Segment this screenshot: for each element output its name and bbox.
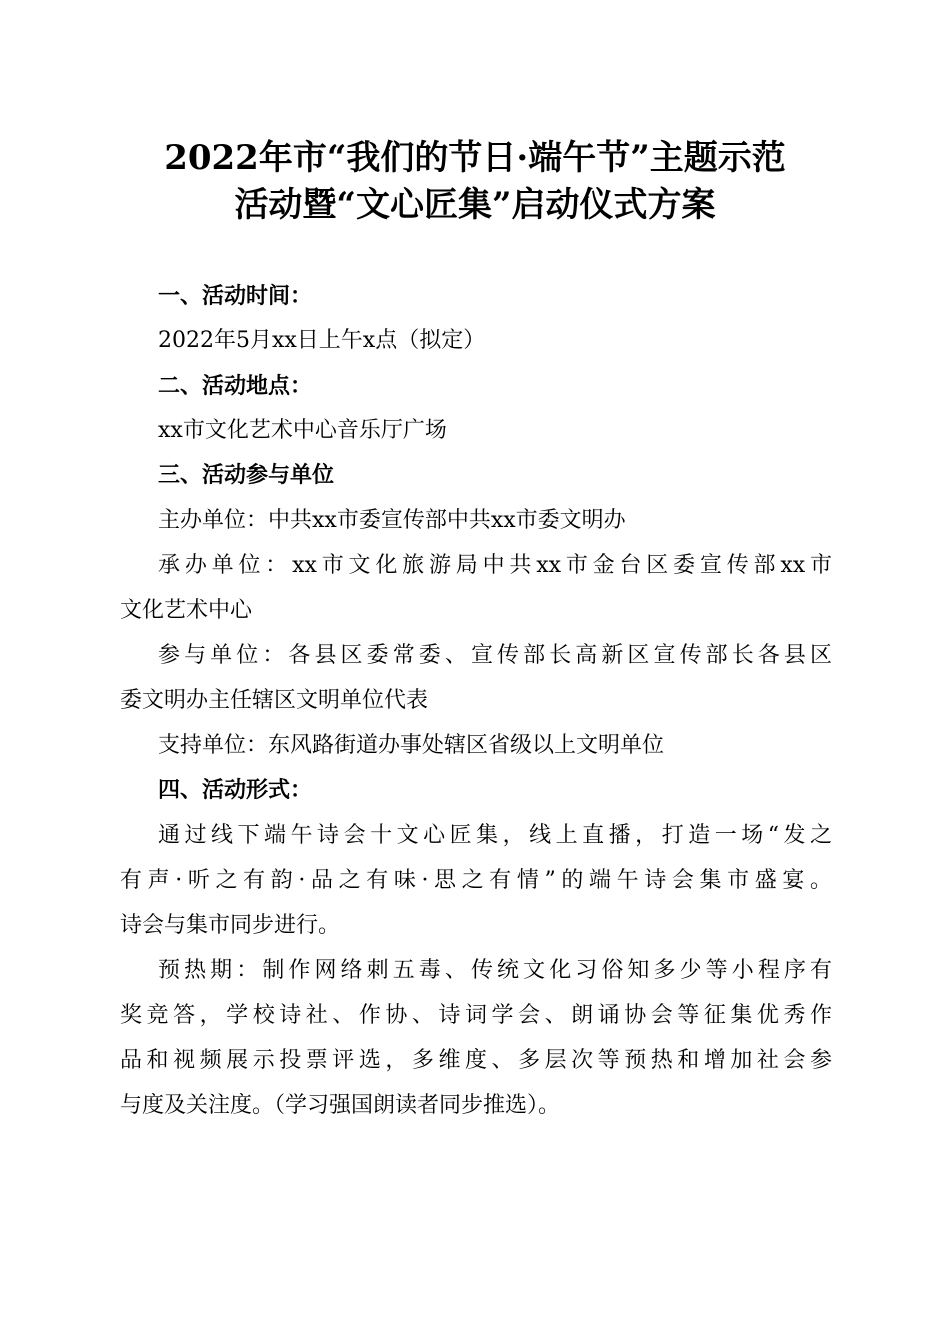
form-paragraph-1-line-2: 有声·听之有韵·品之有味·思之有情”的端午诗会集市盛宴。	[120, 868, 832, 893]
section-heading-time: 一、活动时间：	[158, 284, 313, 309]
form-paragraph-2-line-3: 品和视频展示投票评选，多维度、多层次等预热和增加社会参	[120, 1048, 832, 1073]
section-heading-place: 二、活动地点：	[158, 374, 313, 399]
form-paragraph-2-line-2: 奖竞答，学校诗社、作协、诗词学会、朗诵协会等征集优秀作	[120, 1003, 832, 1028]
activity-place-text: xx市文化艺术中心音乐厅广场	[158, 418, 447, 443]
participant-unit-text-line-2: 委文明办主任辖区文明单位代表	[120, 688, 429, 713]
document-title-line-2: 活动暨“文心匠集”启动仪式方案	[234, 185, 716, 225]
participant-unit-text-line-1: 参与单位：各县区委常委、宣传部长高新区宣传部长各县区	[158, 643, 832, 668]
supporter-unit-text: 支持单位：东风路街道办事处辖区省级以上文明单位	[158, 733, 665, 758]
form-paragraph-1-line-1: 通过线下端午诗会十文心匠集，线上直播，打造一场“发之	[158, 823, 832, 848]
form-paragraph-1-line-3: 诗会与集市同步进行。	[120, 913, 341, 938]
form-paragraph-2-line-4: 与度及关注度。（学习强国朗读者同步推选）。	[120, 1093, 561, 1118]
section-heading-form: 四、活动形式：	[158, 778, 313, 803]
document-title-line-1: 2022年市“我们的节日·端午节”主题示范	[164, 138, 786, 178]
section-heading-units: 三、活动参与单位	[158, 463, 335, 488]
organizer-unit-text-line-2: 文化艺术中心	[120, 598, 253, 623]
host-unit-text: 主办单位：中共xx市委宣传部中共xx市委文明办	[158, 508, 626, 533]
organizer-unit-text-line-1: 承办单位：xx市文化旅游局中共xx市金台区委宣传部xx市	[158, 553, 832, 578]
form-paragraph-2-line-1: 预热期：制作网络刺五毒、传统文化习俗知多少等小程序有	[158, 958, 832, 983]
activity-time-text: 2022年5月xx日上午x点（拟定）	[158, 328, 486, 353]
